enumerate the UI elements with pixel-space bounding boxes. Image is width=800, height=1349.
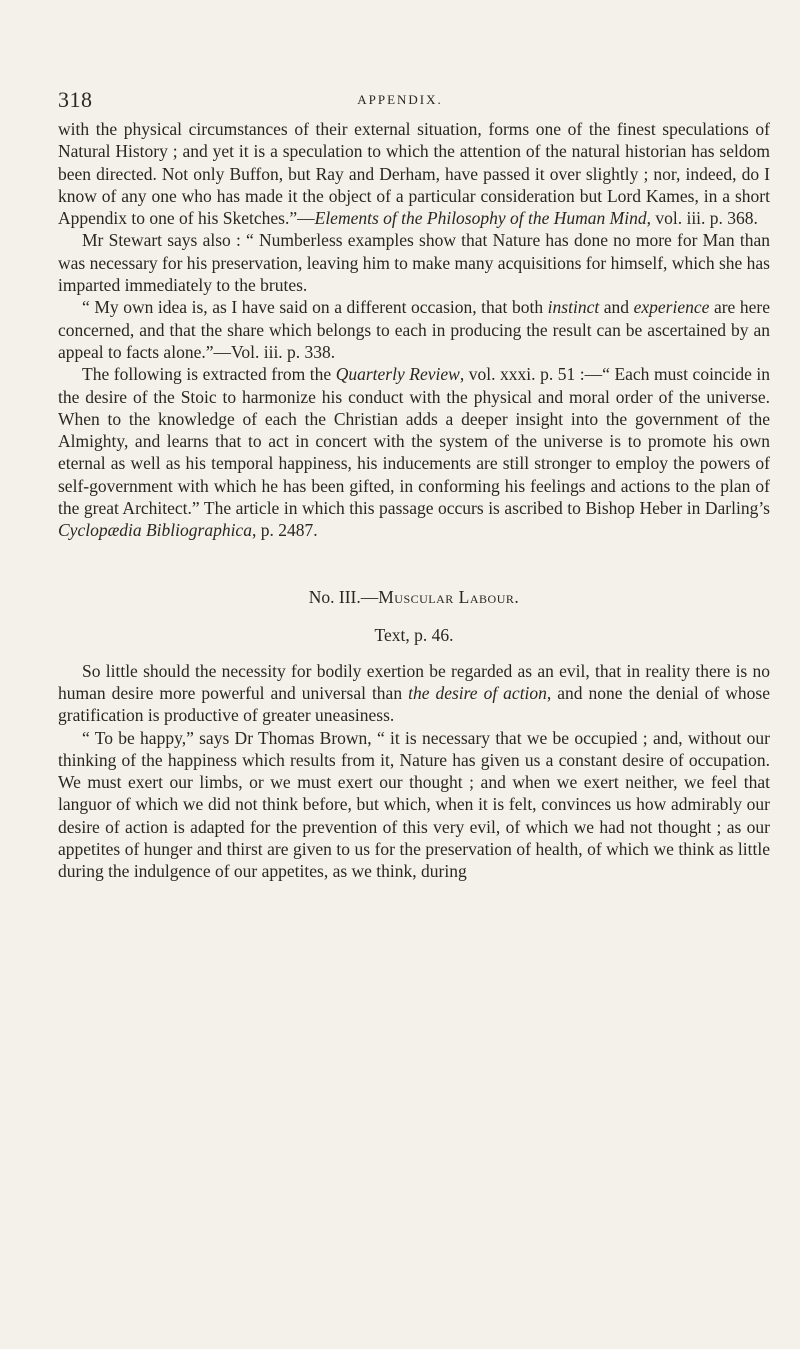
section-subheading: Text, p. 46.	[374, 624, 454, 645]
paragraph-continuation: with the physical circumstances of their external situation, forms one of the finest speculations of Natural History ; and yet it is a speculation to which the attention of the natural historian has seldom been directed. Not only Buffon, but Ray and Derham, have passed it over slightly ; nor, indeed, do I know of any one who has made it the object of a particular consideration but Lord Kames, in a short Appendix to one of his Sketches.”—Elements of the Philosophy of the Human Mind, vol. iii. p. 368.	[58, 119, 770, 229]
paragraph-instinct-experience: “ My own idea is, as I have said on a different occasion, that both instinct and experience are here concerned, and that the share which belongs to each in producing the result can be ascertained by an appeal to facts alone.”—Vol. iii. p. 338.	[58, 297, 770, 362]
section-heading: No. III.—Muscular Labour.	[308, 586, 520, 607]
page-number: 318	[58, 87, 93, 112]
paragraph-desire-of-action: So little should the necessity for bodily exertion be regarded as an evil, that in reality there is no human desire more powerful and universal than the desire of action, and none the denial of whose gratification is productive of greater uneasiness.	[58, 660, 770, 726]
paragraph-brown-quote: “ To be happy,” says Dr Thomas Brown, “ it is necessary that we be occupied ; and, without our thinking of the happiness which results from it, Nature has given us a constant desire of occupation. We must exert our limbs, or we must exert our thought ; and when we exert neither, we feel that languor of which we did not think before, but which, when it is felt, convinces us how admirably our desire of action is adapted for the prevention of this very evil, of which we had not thought ; as our appetites of hunger and thirst are given to us for the preservation of health, of which we think as little during the indulgence of our appetites, as we think, during	[58, 727, 770, 882]
paragraph-quarterly-review: The following is extracted from the Quarterly Review, vol. xxxi. p. 51 :—“ Each must coincide in the desire of the Stoic to harmonize his conduct with the physical and moral order of the universe. When to the knowledge of each the Christian adds a deeper insight into the government of the Almighty, and learns that to act in concert with the system of the universe is to promote his own eternal as well as his temporal happiness, his inducements are still stronger to employ the powers of self-government with which he has been gifted, in conforming his feelings and actions to the plan of the great Architect.” The article in which this passage occurs is ascribed to Bishop Heber in Darling’s Cyclopædia Bibliographica, p. 2487.	[58, 364, 770, 541]
work-title: Elements of the Philosophy of the Human Mind	[314, 208, 647, 229]
paragraph-stewart-quote: Mr Stewart says also : “ Numberless examples show that Nature has done no more for Man than was necessary for his preservation, leaving him to make many acquisitions for himself, which she has imparted immediately to the brutes.	[58, 230, 770, 296]
running-head: APPENDIX.	[357, 92, 443, 107]
body-text	[58, 118, 770, 883]
